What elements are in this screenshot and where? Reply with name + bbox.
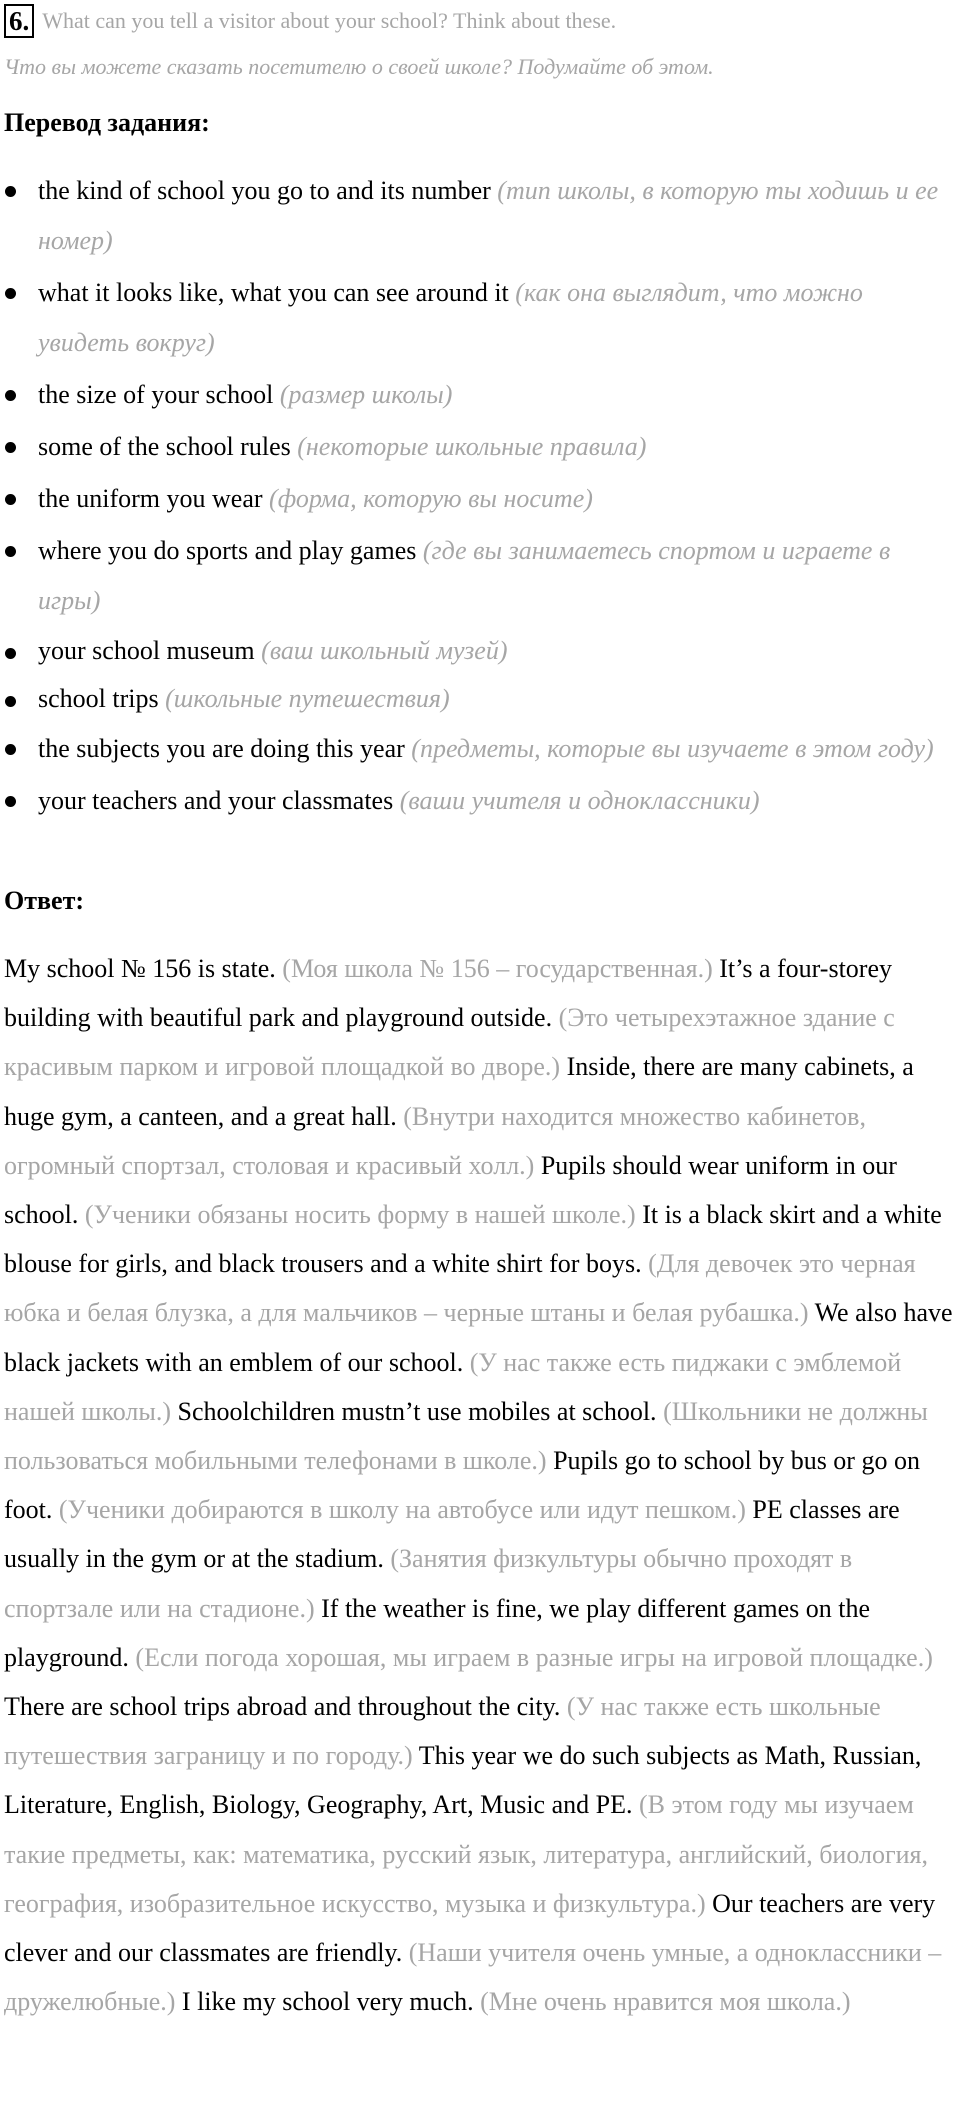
answer-ru: (У нас также есть школьные путешествия заграницу и по городу.) (4, 1692, 881, 1771)
answer-en: It is a black skirt and a white blouse for girls, and black trousers and a white shirt for boys. (4, 1200, 942, 1279)
answer-ru: (Внутри находится множество кабинетов, огромный спортзал, столовая и красивый холл.) (4, 1101, 866, 1180)
answer-en: Our teachers are very clever and our classmates are friendly. (4, 1888, 936, 1968)
answer-paragraph (4, 944, 956, 2026)
list-item (0, 628, 960, 674)
bullet-en: what it looks like, what you can see around it (38, 278, 509, 307)
answer-ru: (Ученики обязаны носить форму в нашей школе.) (84, 1200, 636, 1230)
answer-ru: (В этом году мы изучаем такие предметы, как: математика, русский язык, литература, английский, биология, география, изобразительное искусство, музыка и физкультура.) (4, 1790, 929, 1918)
list-item (0, 474, 960, 524)
bullet-en: the subjects you are doing this year (38, 734, 405, 763)
bullet-en: school trips (38, 684, 159, 713)
task-number: 6. (4, 4, 34, 38)
task-prompt-en: What can you tell a visitor about your school? Think about these. (42, 8, 617, 33)
task-prompt-ru: Что вы можете сказать посетителю о своей школе? Подумайте об этом. (4, 54, 714, 79)
translation-heading: Перевод задания: (4, 108, 210, 137)
answer-ru: (Школьники не должны пользоваться мобильными телефонами в школе.) (4, 1396, 928, 1476)
list-item (0, 676, 960, 722)
task-bullet-list (0, 166, 960, 828)
answer-en: If the weather is fine, we play different games on the playground. (4, 1593, 871, 1672)
answer-ru: (Моя школа № 156 – государственная.) (282, 954, 713, 983)
answer-ru: (Для девочек это черная юбка и белая блузка, а для мальчиков – черные штаны и белая рубашка.) (4, 1249, 916, 1328)
answer-ru: (Мне очень нравится моя школа.) (480, 1987, 851, 2017)
answer-ru: (Если погода хорошая, мы играем в разные игры на игровой площадке.) (135, 1642, 933, 1672)
bullet-en: the size of your school (38, 380, 274, 409)
bullet-ru: (школьные путешествия) (165, 684, 450, 713)
answer-ru: (У нас также есть пиджаки с эмблемой нашей школы.) (4, 1347, 902, 1426)
bullet-ru: (размер школы) (279, 380, 453, 409)
answer-en: Inside, there are many cabinets, a huge gym, a canteen, and a great hall. (4, 1052, 914, 1131)
list-item (0, 268, 960, 368)
answer-en: It’s a four-storey building with beautiful park and playground outside. (4, 954, 893, 1033)
bullet-ru: (некоторые школьные правила) (297, 432, 647, 461)
answer-en: There are school trips abroad and throughout the city. (4, 1692, 561, 1722)
list-item (0, 724, 960, 774)
bullet-ru: (ваши учителя и одноклассники) (399, 786, 760, 815)
bullet-en: some of the school rules (38, 432, 291, 461)
list-item (0, 166, 960, 266)
bullet-en: the kind of school you go to and its number (38, 176, 491, 205)
bullet-en: where you do sports and play games (38, 536, 417, 565)
answer-en: PE classes are usually in the gym or at the stadium. (4, 1495, 900, 1574)
list-item (0, 776, 960, 826)
task-header (4, 4, 954, 80)
answer-ru: (Это четырехэтажное здание с красивым парком и игровой площадкой во дворе.) (4, 1003, 895, 1082)
bullet-en: your teachers and your classmates (38, 786, 394, 815)
bullet-ru: (ваш школьный музей) (261, 636, 508, 665)
answer-en: Schoolchildren mustn’t use mobiles at school. (177, 1396, 657, 1426)
answer-ru: (Ученики добираются в школу на автобусе или идут пешком.) (58, 1495, 746, 1525)
bullet-ru: (где вы занимаетесь спортом и играете в игры) (38, 536, 891, 615)
answer-en: I like my school very much. (181, 1987, 474, 2017)
bullet-ru: (форма, которую вы носите) (269, 484, 593, 513)
bullet-ru: (предметы, которые вы изучаете в этом году) (411, 734, 934, 763)
list-item (0, 526, 960, 626)
bullet-ru: (тип школы, в которую ты ходишь и ее номер) (38, 176, 939, 255)
answer-en: My school № 156 is state. (4, 954, 276, 983)
answer-heading: Ответ: (4, 886, 85, 915)
answer-en: Pupils go to school by bus or go on foot. (4, 1446, 920, 1525)
bullet-ru: (как она выглядит, что можно увидеть вокруг) (38, 278, 863, 357)
bullet-en: the uniform you wear (38, 484, 263, 513)
list-item (0, 422, 960, 472)
answer-en: We also have black jackets with an emblem of our school. (4, 1298, 953, 1377)
answer-en: This year we do such subjects as Math, Russian, Literature, English, Biology, Geography, Art, Music and PE. (4, 1741, 922, 1820)
answer-ru: (Занятия физкультуры обычно проходят в спортзале или на стадионе.) (4, 1544, 853, 1623)
bullet-en: your school museum (38, 636, 255, 665)
answer-ru: (Наши учителя очень умные, а одноклассники – дружелюбные.) (4, 1938, 942, 2017)
list-item (0, 370, 960, 420)
answer-en: Pupils should wear uniform in our school. (4, 1150, 897, 1230)
